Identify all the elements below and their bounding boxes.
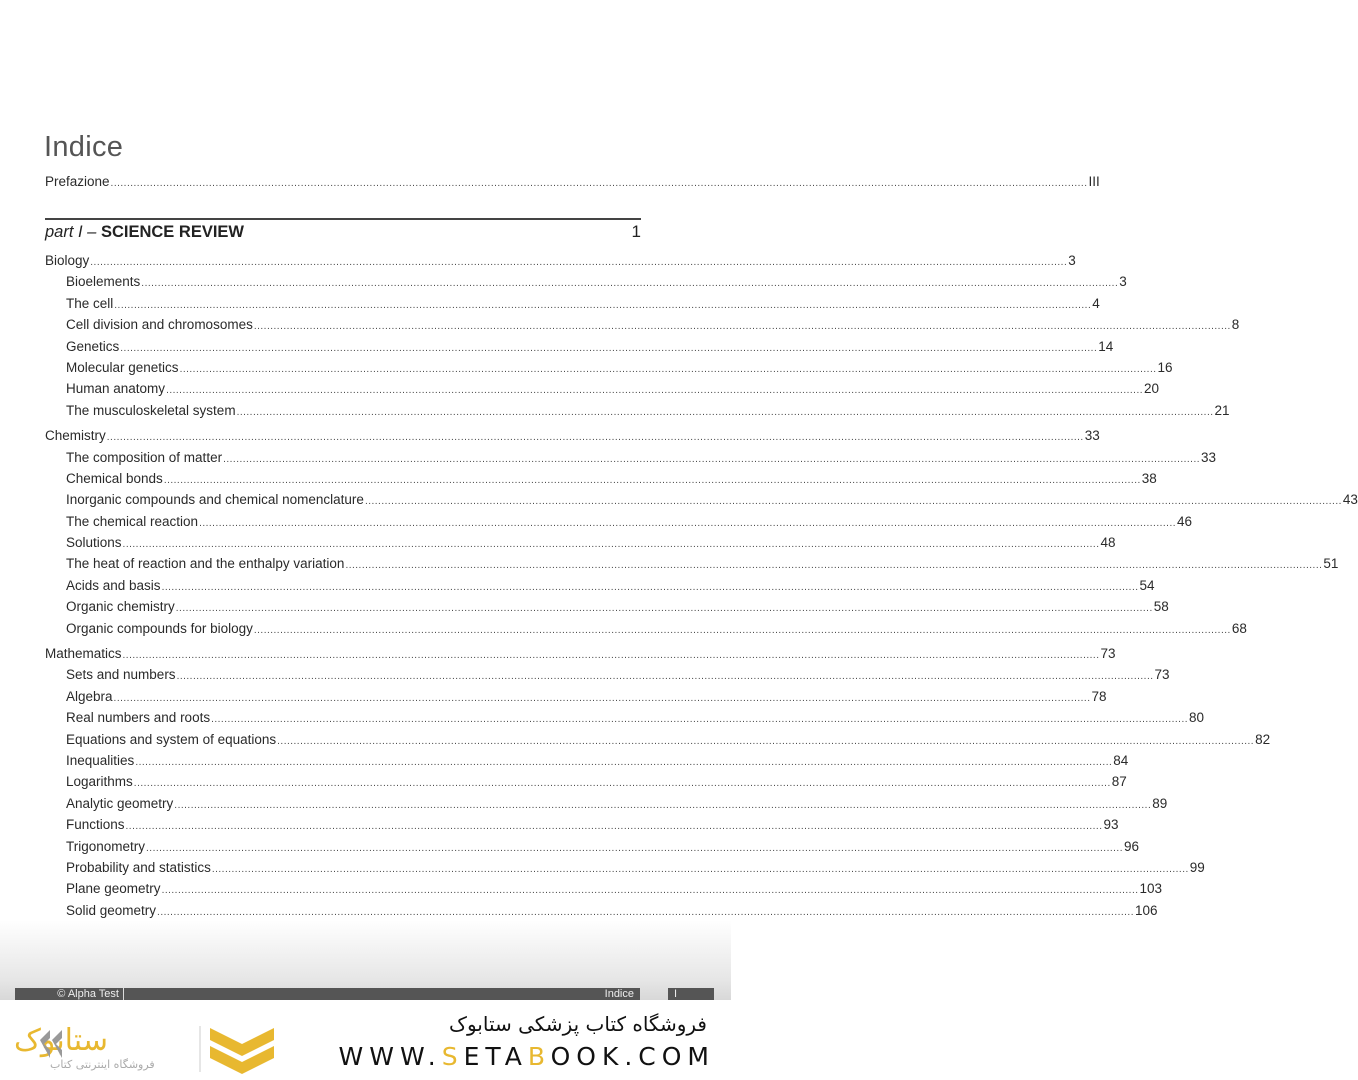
toc-section-group <box>45 428 1358 642</box>
entry-page: 4 <box>1092 295 1100 311</box>
entry-label: Prefazione <box>45 174 110 189</box>
dot-leader <box>111 178 1088 189</box>
part-divider <box>45 218 641 220</box>
footer-copyright: © Alpha Test <box>15 988 123 1000</box>
toc-subentry <box>45 359 1173 381</box>
entry-label: Algebra <box>66 688 113 704</box>
entry-page: 80 <box>1189 710 1205 726</box>
dot-leader <box>254 321 1231 332</box>
entry-page: 82 <box>1255 731 1271 747</box>
entry-page: 84 <box>1113 752 1129 768</box>
dot-leader <box>345 560 1322 571</box>
toc-section-group <box>45 253 1240 424</box>
entry-label: The cell <box>66 295 114 311</box>
part-heading <box>45 222 641 242</box>
dot-leader <box>141 278 1118 289</box>
toc-subentry <box>45 688 1107 710</box>
entry-page: 106 <box>1135 902 1158 918</box>
dot-leader <box>146 843 1123 854</box>
dot-leader <box>223 454 1200 465</box>
entry-page: 33 <box>1201 449 1217 465</box>
toc-subentry <box>45 710 1205 731</box>
entry-page: 78 <box>1091 688 1107 704</box>
entry-label: Solid geometry <box>66 902 157 918</box>
entry-label: Inequalities <box>66 752 135 768</box>
part-page: 1 <box>631 222 641 241</box>
dot-leader <box>164 475 1141 486</box>
entry-page: 46 <box>1177 513 1193 529</box>
entry-label: The chemical reaction <box>66 513 199 529</box>
dot-leader <box>180 364 1157 375</box>
entry-label: Acids and basis <box>66 577 161 593</box>
entry-page: 54 <box>1139 577 1155 593</box>
footer-section: Indice <box>124 988 640 1000</box>
toc-section-entry <box>45 646 1116 667</box>
part-name: SCIENCE REVIEW <box>100 223 244 241</box>
dot-leader <box>237 407 1214 418</box>
dot-leader <box>176 603 1153 614</box>
toc-subentry <box>45 381 1160 402</box>
entry-label: Molecular genetics <box>66 359 179 375</box>
entry-label: Solutions <box>66 535 122 551</box>
dot-leader <box>254 625 1231 636</box>
toc-subentry <box>45 338 1114 360</box>
toc-subentry <box>45 667 1170 688</box>
entry-label: The heat of reaction and the enthalpy variation <box>66 556 345 572</box>
entry-label: The composition of matter <box>66 449 223 465</box>
dot-leader <box>123 650 1100 661</box>
entry-page: 48 <box>1100 535 1116 551</box>
page-title: Indice <box>44 131 124 164</box>
watermark-banner <box>0 1000 731 1080</box>
watermark-url: WWW.SETABOOK.COM <box>338 1042 715 1071</box>
logo-text: ستابوک <box>13 1023 108 1058</box>
entry-label: Analytic geometry <box>66 795 174 811</box>
toc-section-entry <box>45 428 1100 449</box>
entry-label: Biology <box>45 253 90 268</box>
dot-leader <box>135 757 1112 768</box>
entry-page: 16 <box>1157 359 1173 375</box>
toc-subentry <box>45 774 1127 795</box>
entry-page: 99 <box>1189 859 1205 875</box>
toc-subentry <box>45 535 1116 556</box>
entry-label: Bioelements <box>66 274 141 290</box>
entry-page: 103 <box>1139 881 1163 897</box>
dot-leader <box>126 821 1103 832</box>
entry-label: Mathematics <box>45 646 122 662</box>
entry-page: 68 <box>1231 620 1247 636</box>
toc-section-entry <box>45 253 1076 274</box>
part-prefix: part I – <box>45 223 97 241</box>
dot-leader <box>212 864 1189 875</box>
entry-label: The musculoskeletal system <box>66 402 236 418</box>
entry-page: 93 <box>1103 817 1119 833</box>
toc-subentry <box>45 902 1158 924</box>
toc-subentry <box>45 859 1205 881</box>
dot-leader <box>166 385 1143 396</box>
toc-section-group <box>45 646 1271 924</box>
entry-page: 3 <box>1119 274 1127 290</box>
toc-subentry <box>45 620 1247 642</box>
entry-label: Sets and numbers <box>66 667 176 683</box>
entry-label: Cell division and chromosomes <box>66 317 253 333</box>
entry-label: Organic compounds for biology <box>66 620 253 636</box>
dot-leader <box>199 518 1176 529</box>
dot-leader <box>277 736 1254 747</box>
entry-page: 73 <box>1154 667 1170 683</box>
entry-page: 3 <box>1068 253 1076 268</box>
entry-page: 38 <box>1141 470 1157 486</box>
entry-page: 14 <box>1098 338 1114 354</box>
toc-subentry <box>45 838 1140 860</box>
dot-leader <box>177 671 1154 682</box>
dot-leader <box>162 582 1139 593</box>
toc-subentry <box>45 317 1240 338</box>
dot-leader <box>90 257 1067 268</box>
toc-subentry <box>45 274 1127 295</box>
entry-label: Human anatomy <box>66 381 166 397</box>
entry-label: Chemical bonds <box>66 470 163 486</box>
dot-leader <box>123 539 1100 550</box>
entry-label: Logarithms <box>66 774 133 790</box>
entry-label: Trigonometry <box>66 838 146 854</box>
toc-subentry <box>45 492 1358 513</box>
entry-page: 43 <box>1342 492 1358 508</box>
dot-leader <box>107 432 1084 443</box>
dot-leader <box>162 885 1139 896</box>
entry-label: Probability and statistics <box>66 859 211 875</box>
toc-subentry <box>45 752 1129 774</box>
dot-leader <box>211 714 1188 725</box>
dot-leader <box>174 800 1151 811</box>
table-of-contents <box>45 253 1358 928</box>
entry-label: Genetics <box>66 338 120 354</box>
footer-page-number: I <box>668 988 714 1000</box>
entry-page: 20 <box>1144 381 1160 397</box>
entry-label: Plane geometry <box>66 881 161 897</box>
dot-leader <box>157 907 1134 918</box>
entry-label: Inorganic compounds and chemical nomenclature <box>66 492 364 508</box>
toc-subentry <box>45 731 1271 753</box>
toc-subentry <box>45 449 1217 471</box>
entry-page: 51 <box>1323 556 1339 572</box>
entry-page: 58 <box>1153 599 1169 615</box>
toc-subentry <box>45 577 1155 599</box>
dot-leader <box>114 300 1091 311</box>
dot-leader <box>114 693 1091 704</box>
toc-subentry <box>45 402 1230 424</box>
logo-subtitle: فروشگاه اینترنتی کتاب <box>50 1058 155 1071</box>
toc-subentry <box>45 513 1193 535</box>
entry-page: 89 <box>1152 795 1168 811</box>
entry-page: 73 <box>1100 646 1116 662</box>
dot-leader <box>365 496 1342 507</box>
entry-label: Organic chemistry <box>66 599 175 615</box>
entry-page: 87 <box>1111 774 1127 790</box>
entry-page: 21 <box>1214 402 1230 418</box>
toc-subentry <box>45 556 1339 577</box>
dot-leader <box>134 778 1111 789</box>
toc-subentry <box>45 817 1119 838</box>
toc-subentry <box>45 295 1100 317</box>
entry-page: 8 <box>1231 317 1240 333</box>
entry-page: 96 <box>1123 838 1140 854</box>
entry-label: Chemistry <box>45 428 106 444</box>
preface-entry <box>45 174 1100 195</box>
entry-page: 33 <box>1084 428 1100 444</box>
entry-label: Equations and system of equations <box>66 731 277 747</box>
entry-page: III <box>1088 174 1100 189</box>
toc-subentry <box>45 599 1169 620</box>
entry-label: Functions <box>66 817 125 833</box>
entry-label: Real numbers and roots <box>66 710 211 726</box>
dot-leader <box>120 343 1097 354</box>
toc-subentry <box>45 881 1163 902</box>
toc-subentry <box>45 795 1168 817</box>
watermark-title: فروشگاه کتاب پزشکی ستابوک <box>449 1012 707 1036</box>
toc-subentry <box>45 470 1157 492</box>
